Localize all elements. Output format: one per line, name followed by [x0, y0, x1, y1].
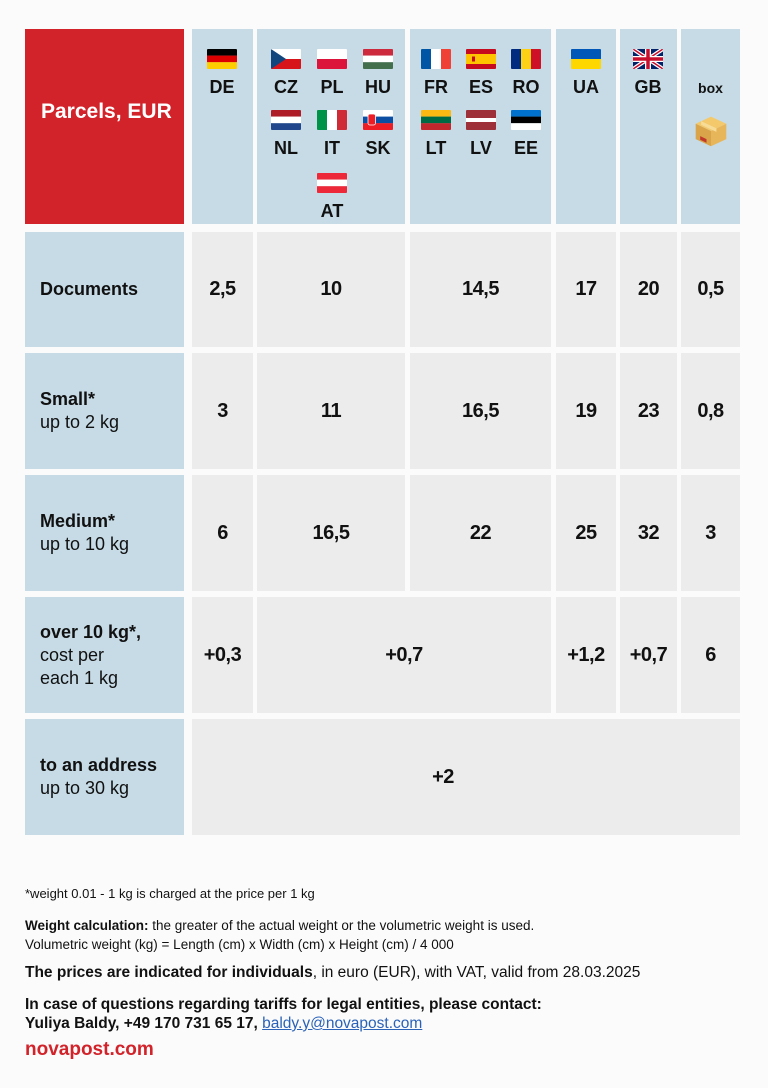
country-code: UA: [573, 77, 599, 97]
country-code: IT: [324, 138, 340, 158]
weight-calculation: Weight calculation: the greater of the actual weight or the volumetric weight is used. Volumetric weight (kg) = Length (cm) x Width (cm) x Height (cm) / 4 000: [25, 918, 535, 952]
lithuania-flag-icon: [421, 110, 451, 130]
price-cell: 19: [556, 353, 616, 469]
row-label-small: Small* up to 2 kg: [25, 353, 184, 469]
prices-note: The prices are indicated for individuals, in euro (EUR), with VAT, valid from 28.03.2025: [25, 964, 641, 981]
table-title-cell: [25, 29, 184, 224]
price-cell: +1,2: [556, 597, 616, 713]
austria-flag-icon: [317, 173, 347, 193]
contact-email-link[interactable]: baldy.y@novapost.com: [262, 1015, 423, 1032]
parcel-box-icon: [693, 113, 729, 149]
price-cell: 20: [620, 232, 677, 347]
netherlands-flag-icon: [271, 110, 301, 130]
country-code: CZ: [274, 77, 298, 97]
header-group-central-europe: [257, 29, 405, 224]
hungary-flag-icon: [363, 49, 393, 69]
row-label-documents: Documents: [25, 232, 184, 347]
footnote: *weight 0.01 - 1 kg is charged at the price per 1 kg: [25, 886, 315, 901]
country-code: DE: [209, 77, 235, 97]
row-label-medium: Medium* up to 10 kg: [25, 475, 184, 591]
estonia-flag-icon: [511, 110, 541, 130]
price-cell: 3: [681, 475, 740, 591]
romania-flag-icon: [511, 49, 541, 69]
table-title: Parcels, EUR: [41, 100, 172, 123]
price-cell: 2,5: [192, 232, 253, 347]
price-cell: +0,7: [257, 597, 551, 713]
price-cell: 0,5: [681, 232, 740, 347]
price-cell: 16,5: [410, 353, 551, 469]
italy-flag-icon: [317, 110, 347, 130]
price-cell: +0,7: [620, 597, 677, 713]
header-group-ua: [556, 29, 616, 224]
price-cell: 11: [257, 353, 405, 469]
country-code: EE: [513, 138, 538, 158]
spain-flag-icon: [466, 49, 496, 69]
row-label-over-10kg: over 10 kg*, cost per each 1 kg: [25, 597, 184, 713]
price-cell: 10: [257, 232, 405, 347]
country-code: RO: [512, 77, 540, 97]
price-cell: 6: [681, 597, 740, 713]
country-code: LV: [470, 138, 492, 158]
header-group-de: [192, 29, 253, 224]
latvia-flag-icon: [466, 110, 496, 130]
slovakia-flag-icon: [363, 110, 393, 130]
country-code: AT: [320, 201, 344, 221]
price-cell: +0,3: [192, 597, 253, 713]
country-code: FR: [424, 77, 448, 97]
header-group-box: [681, 29, 740, 224]
contact-info: In case of questions regarding tariffs for legal entities, please contact: Yuliya Baldy, +49 170 731 65 17, baldy.y@novapost.com: [25, 996, 542, 1032]
czechia-flag-icon: [271, 49, 301, 69]
uk-flag-icon: [633, 49, 663, 69]
price-cell: +2: [192, 719, 740, 835]
country-code: PL: [320, 77, 344, 97]
price-cell: 16,5: [257, 475, 405, 591]
website-link[interactable]: novapost.com: [25, 1039, 154, 1060]
header-group-gb: [620, 29, 677, 224]
country-code: ES: [468, 77, 493, 97]
france-flag-icon: [421, 49, 451, 69]
price-cell: 14,5: [410, 232, 551, 347]
price-cell: 3: [192, 353, 253, 469]
country-code: GB: [634, 77, 662, 97]
country-code: LT: [425, 138, 447, 158]
price-cell: 17: [556, 232, 616, 347]
price-cell: 23: [620, 353, 677, 469]
ukraine-flag-icon: [571, 49, 601, 69]
country-code: HU: [365, 77, 391, 97]
price-cell: 25: [556, 475, 616, 591]
row-label-address: to an address up to 30 kg: [25, 719, 184, 835]
price-cell: 0,8: [681, 353, 740, 469]
box-header-label: box: [698, 80, 723, 96]
price-cell: 6: [192, 475, 253, 591]
poland-flag-icon: [317, 49, 347, 69]
header-group-western-baltic: [410, 29, 551, 224]
country-code: SK: [365, 138, 391, 158]
germany-flag-icon: [207, 49, 237, 69]
country-code: NL: [274, 138, 298, 158]
price-cell: 22: [410, 475, 551, 591]
price-cell: 32: [620, 475, 677, 591]
